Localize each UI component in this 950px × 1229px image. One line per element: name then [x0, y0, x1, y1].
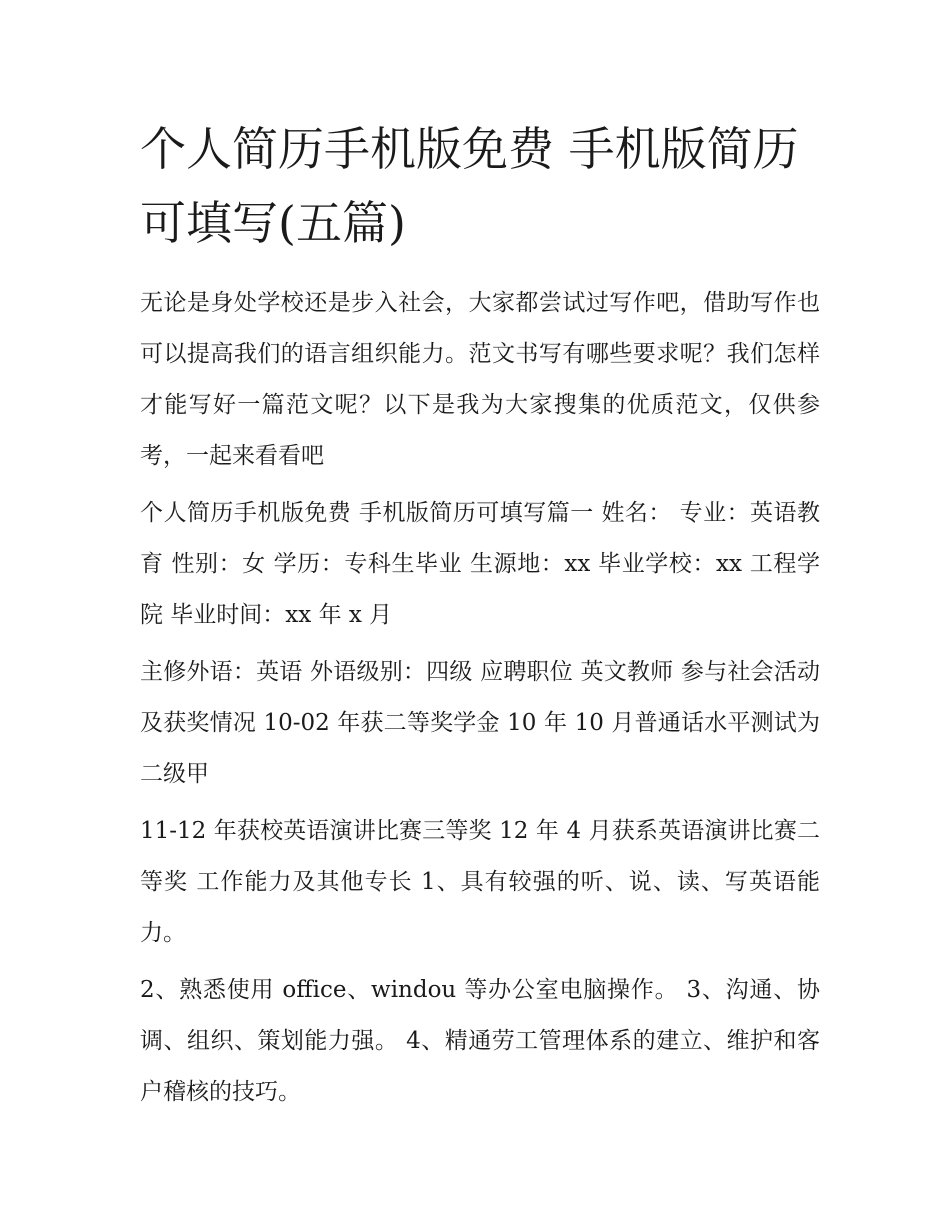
- resume-basic-info-paragraph: 个人简历手机版免费 手机版简历可填写篇一 姓名： 专业：英语教育 性别：女 学历：专科生毕业 生源地：xx 毕业学校：xx 工程学院 毕业时间：xx 年 x 月: [140, 500, 820, 628]
- document-page: [140, 112, 820, 1118]
- resume-abilities-paragraph: 2、熟悉使用 office、windou 等办公室电脑操作。 3、沟通、协调、组织、策划能力强。 4、精通劳工管理体系的建立、维护和客户稽核的技巧。: [140, 977, 820, 1105]
- intro-paragraph: 无论是身处学校还是步入社会，大家都尝试过写作吧，借助写作也可以提高我们的语言组织能力。范文书写有哪些要求呢？我们怎样才能写好一篇范文呢？以下是我为大家搜集的优质范文，仅供参考，一起来看看吧: [140, 290, 820, 469]
- resume-language-awards-paragraph: 主修外语：英语 外语级别：四级 应聘职位 英文教师 参与社会活动及获奖情况 10-02 年获二等奖学金 10 年 10 月普通话水平测试为二级甲: [140, 659, 820, 787]
- resume-competition-skills-paragraph: 11-12 年获校英语演讲比赛三等奖 12 年 4 月获系英语演讲比赛二等奖 工作能力及其他专长 1、具有较强的听、说、读、写英语能力。: [140, 818, 820, 946]
- document-title: 个人简历手机版免费 手机版简历可填写(五篇): [140, 122, 799, 250]
